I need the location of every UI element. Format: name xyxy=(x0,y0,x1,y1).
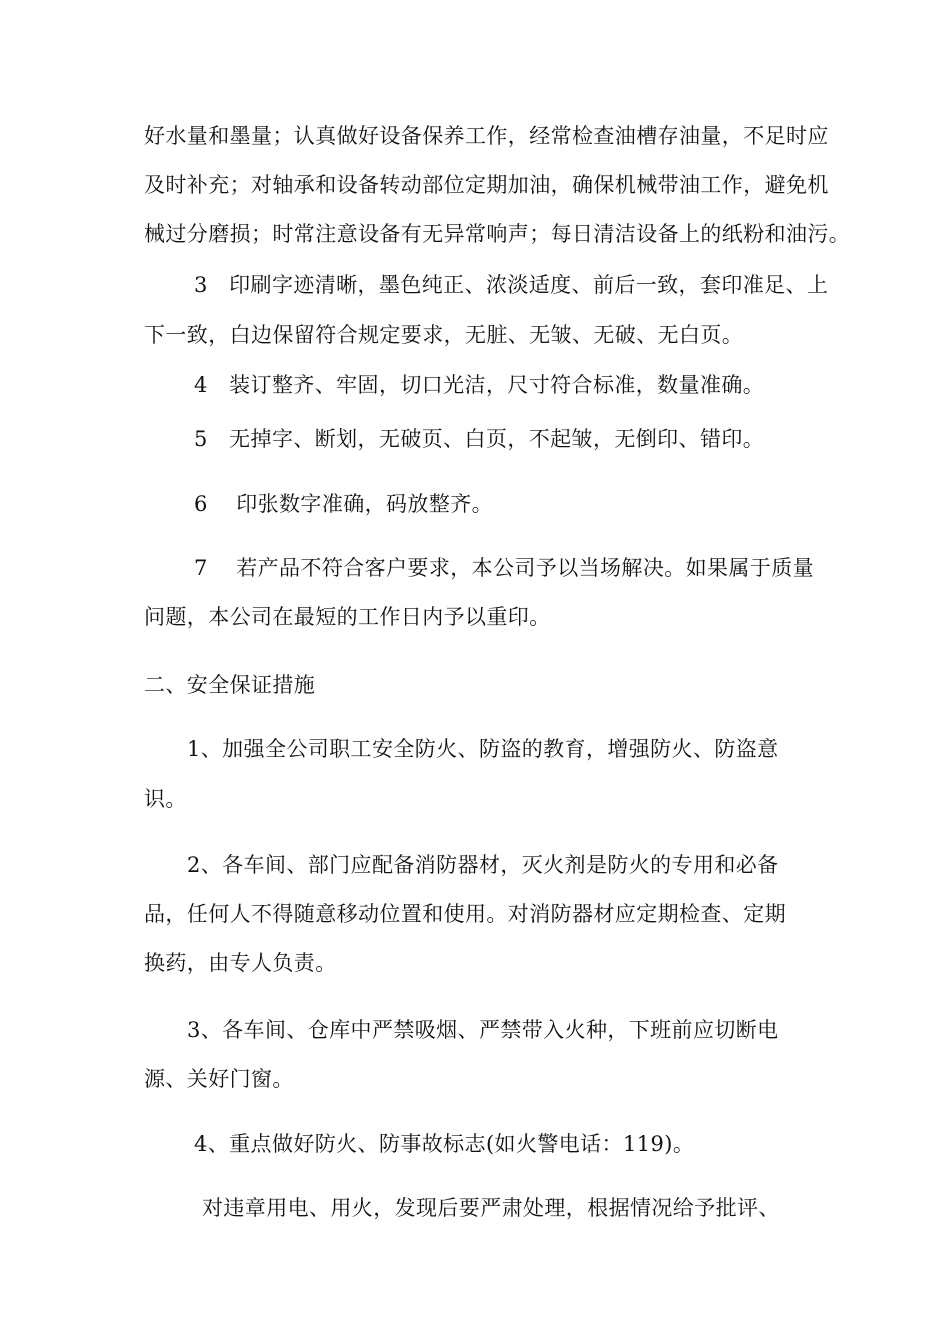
text-line: 及时补充；对轴承和设备转动部位定期加油，确保机械带油工作，避免机 xyxy=(144,173,829,197)
text-line: 对违章用电、用火，发现后要严肃处理，根据情况给予批评、 xyxy=(202,1196,780,1220)
list-item-1: 1、加强全公司职工安全防火、防盗的教育，增强防火、防盗意 xyxy=(187,737,779,761)
list-item-3: 3 印刷字迹清晰，墨色纯正、浓淡适度、前后一致，套印准足、上 xyxy=(194,273,829,297)
list-item-3b: 3、各车间、仓库中严禁吸烟、严禁带入火种，下班前应切断电 xyxy=(187,1018,779,1042)
text-line: 问题，本公司在最短的工作日内予以重印。 xyxy=(144,605,551,629)
text-line: 换药，由专人负责。 xyxy=(144,951,337,975)
text-line: 品，任何人不得随意移动位置和使用。对消防器材应定期检查、定期 xyxy=(144,902,786,926)
list-item-5: 5 无掉字、断划，无破页、白页，不起皱，无倒印、错印。 xyxy=(194,427,765,451)
text-line: 下一致，白边保留符合规定要求，无脏、无皱、无破、无白页。 xyxy=(144,323,744,347)
text-line: 好水量和墨量；认真做好设备保养工作，经常检查油槽存油量，不足时应 xyxy=(144,124,829,148)
list-item-4: 4 装订整齐、牢固，切口光洁，尺寸符合标准，数量准确。 xyxy=(194,373,765,397)
text-line: 识。 xyxy=(144,787,187,811)
section-heading: 二、安全保证措施 xyxy=(144,673,316,697)
text-line: 源、关好门窗。 xyxy=(144,1067,294,1091)
text-line: 械过分磨损；时常注意设备有无异常响声；每日清洁设备上的纸粉和油污。 xyxy=(144,222,851,246)
list-item-6: 6 印张数字准确，码放整齐。 xyxy=(194,492,494,516)
list-item-4b: 4、重点做好防火、防事故标志(如火警电话：119)。 xyxy=(194,1132,695,1156)
list-item-2: 2、各车间、部门应配备消防器材，灭火剂是防火的专用和必备 xyxy=(187,853,779,877)
list-item-7: 7 若产品不符合客户要求，本公司予以当场解决。如果属于质量 xyxy=(194,556,815,580)
